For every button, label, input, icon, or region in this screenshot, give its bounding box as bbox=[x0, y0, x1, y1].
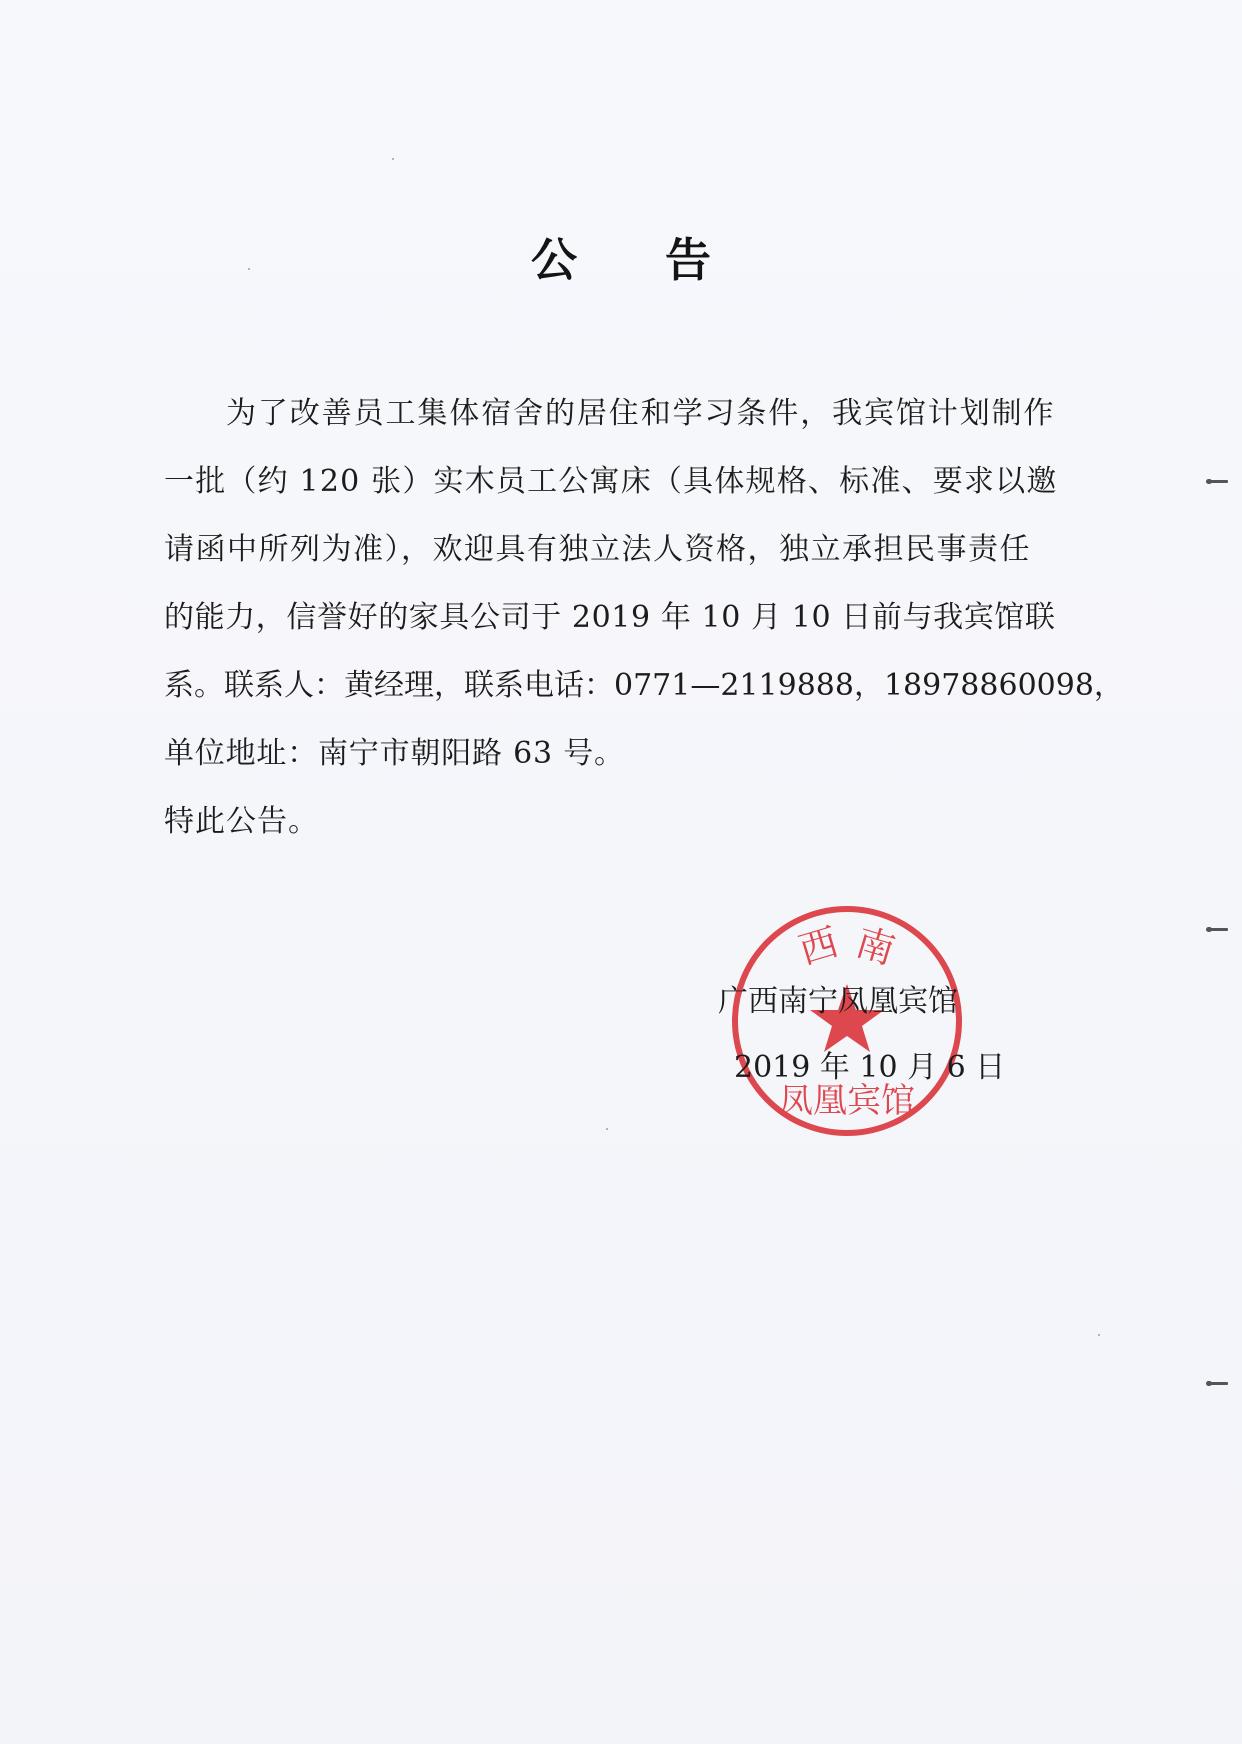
body-line-text: 为了改善员工集体宿舍的居住和学习条件，我宾馆计划制作 bbox=[226, 396, 1056, 431]
scan-speck bbox=[248, 268, 250, 270]
body-line-text: 请函中所列为准），欢迎具有独立法人资格，独立承担民事责任 bbox=[164, 532, 1031, 567]
scan-speck bbox=[392, 158, 394, 160]
signature-date: 2019 年 10 月 6 日 bbox=[734, 1050, 1006, 1085]
body-line-text: 单位地址：南宁市朝阳路 63 号。 bbox=[164, 736, 625, 771]
scan-speck bbox=[606, 1128, 608, 1130]
body-line-text: 系。联系人：黄经理，联系电话：0771—2119888，18978860098， bbox=[164, 668, 1124, 703]
seal-top-text: 西 南 bbox=[794, 919, 900, 973]
scan-margin-mark bbox=[1210, 480, 1228, 483]
scan-speck bbox=[1098, 1334, 1100, 1336]
closing-text: 特此公告。 bbox=[164, 804, 319, 839]
signature-organization: 广西南宁凤凰宾馆 bbox=[718, 984, 958, 1019]
scan-margin-mark bbox=[1210, 1382, 1228, 1385]
body-line-text: 的能力，信誉好的家具公司于 2019 年 10 月 10 日前与我宾馆联 bbox=[164, 600, 1056, 635]
scan-margin-mark bbox=[1210, 928, 1228, 931]
body-line-text: 一批（约 120 张）实木员工公寓床（具体规格、标准、要求以邀 bbox=[164, 464, 1058, 499]
seal-bottom-text: 凤凰宾馆 bbox=[779, 1081, 915, 1121]
notice-title: 公 告 bbox=[530, 233, 747, 287]
